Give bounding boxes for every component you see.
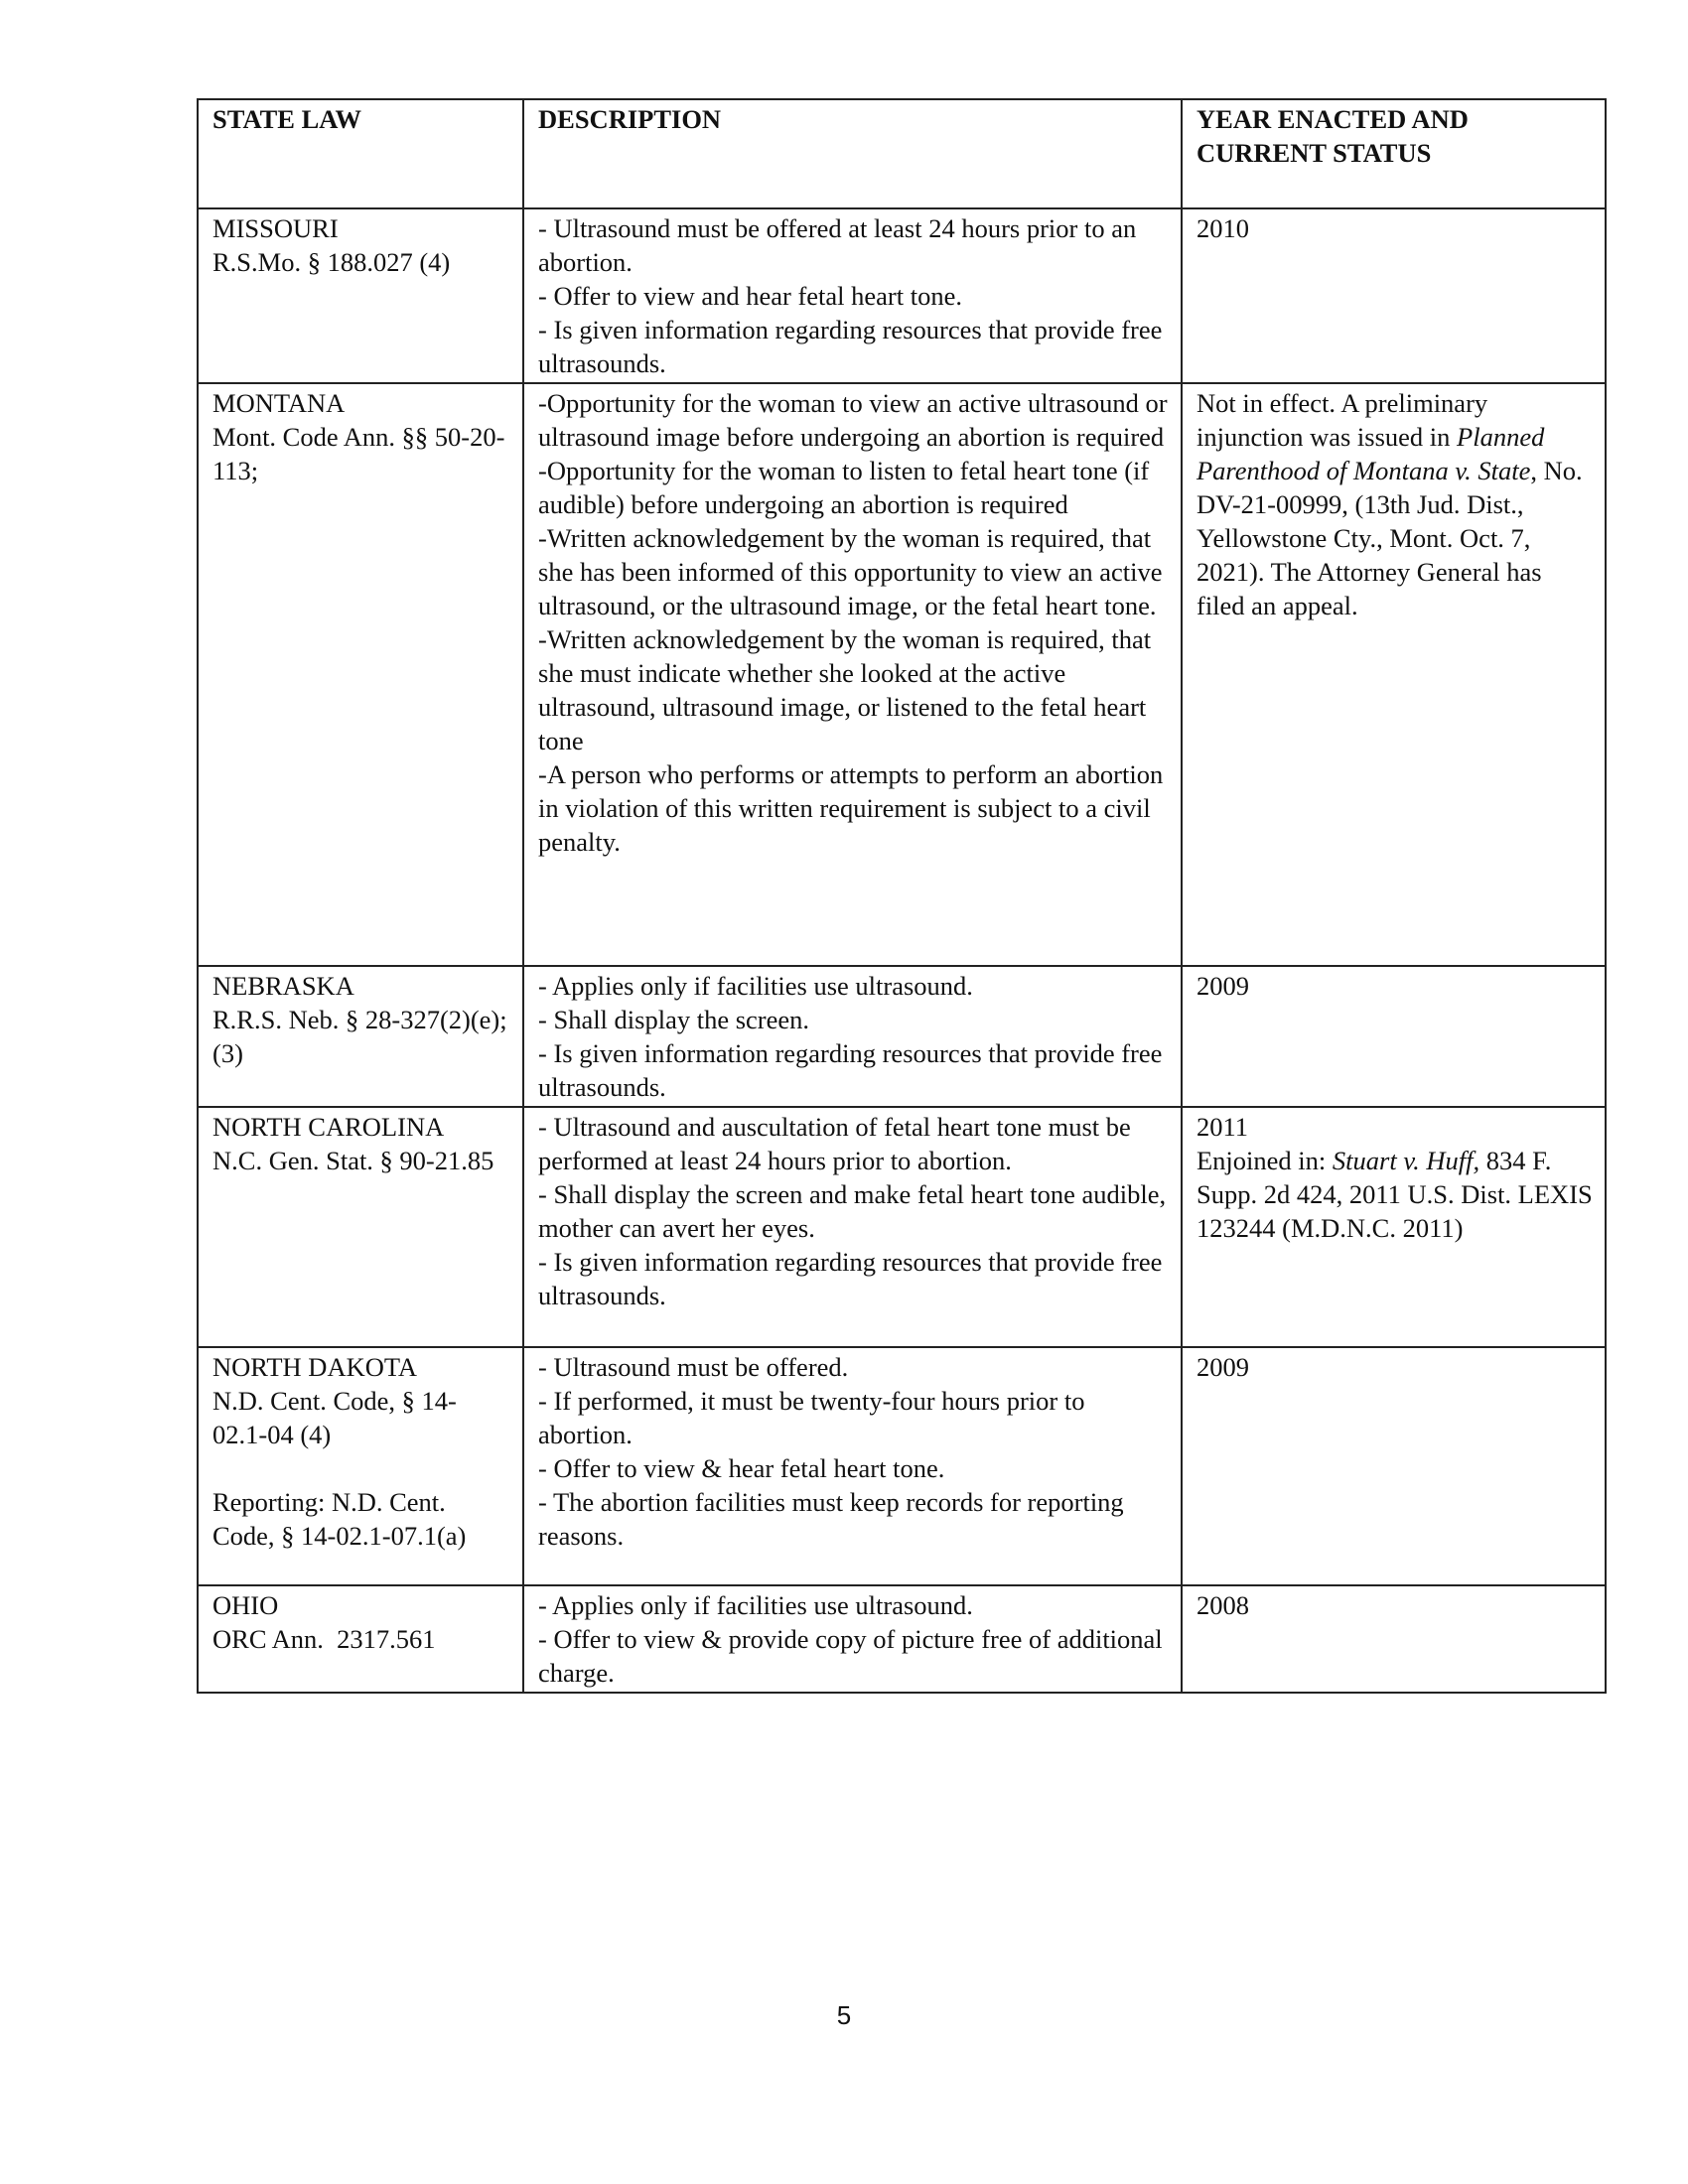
description-item: - Is given information regarding resources that provide free ultrasounds. bbox=[538, 1247, 1170, 1310]
description-item: - Applies only if facilities use ultrasound. bbox=[538, 971, 973, 1001]
state-law-table bbox=[197, 98, 1607, 1694]
page-number: 5 bbox=[836, 2000, 852, 2030]
citation: N.D. Cent. Code, § 14-02.1-04 (4) bbox=[212, 1386, 457, 1449]
status-cell bbox=[1182, 208, 1606, 383]
description-cell bbox=[523, 1347, 1182, 1585]
status-prefix: Not in effect. A preliminary injunction was issued in bbox=[1196, 388, 1488, 452]
table-row-nebraska bbox=[198, 966, 1606, 1107]
table-row-montana bbox=[198, 383, 1606, 966]
description-item: -A person who performs or attempts to perform an abortion in violation of this written requirement is subject to a civil penalty. bbox=[538, 759, 1170, 857]
description-item: - Ultrasound and auscultation of fetal heart tone must be performed at least 24 hours prior to abortion. bbox=[538, 1112, 1138, 1175]
status-year: 2008 bbox=[1196, 1590, 1249, 1620]
status-text bbox=[1196, 1146, 1593, 1243]
state-name: NEBRASKA bbox=[212, 971, 354, 1001]
description-cell bbox=[523, 1585, 1182, 1693]
header-description: DESCRIPTION bbox=[523, 99, 1182, 208]
citation: ORC Ann. 2317.561 bbox=[212, 1624, 436, 1654]
status-text bbox=[1196, 388, 1583, 620]
description-item: -Written acknowledgement by the woman is required, that she has been informed of this opportunity to view an active ultrasound, or the ultrasound image, or the fetal heart tone. bbox=[538, 523, 1170, 620]
description-cell bbox=[523, 966, 1182, 1107]
state-name: NORTH CAROLINA bbox=[212, 1112, 445, 1142]
state-cell bbox=[198, 208, 523, 383]
status-cell bbox=[1182, 383, 1606, 966]
state-cell bbox=[198, 966, 523, 1107]
description-item: -Written acknowledgement by the woman is required, that she must indicate whether she looked at the active ultrasound, ultrasound image, or listened to the fetal heart tone bbox=[538, 624, 1158, 755]
description-cell bbox=[523, 383, 1182, 966]
case-name: Stuart v. Huff, bbox=[1332, 1146, 1480, 1175]
state-name: MISSOURI bbox=[212, 213, 339, 243]
table-row-missouri bbox=[198, 208, 1606, 383]
description-item: - Ultrasound must be offered at least 24 hours prior to an abortion. bbox=[538, 213, 1143, 277]
status-year: 2009 bbox=[1196, 1352, 1249, 1382]
description-item: -Opportunity for the woman to view an active ultrasound or ultrasound image before undergoing an abortion is required bbox=[538, 388, 1175, 452]
status-cell bbox=[1182, 1585, 1606, 1693]
citation: R.S.Mo. § 188.027 (4) bbox=[212, 247, 451, 277]
description-item: -Opportunity for the woman to listen to fetal heart tone (if audible) before undergoing an abortion is required bbox=[538, 456, 1156, 519]
header-state-law: STATE LAW bbox=[198, 99, 523, 208]
status-suffix: , No. DV-21-00999, (13th Jud. Dist., Yellowstone Cty., Mont. Oct. 7, 2021). The Attorney General has filed an appeal. bbox=[1196, 456, 1583, 620]
description-item: - Offer to view & provide copy of picture free of additional charge. bbox=[538, 1624, 1170, 1688]
state-cell bbox=[198, 1347, 523, 1585]
description-item: - Offer to view & hear fetal heart tone. bbox=[538, 1453, 945, 1483]
description-item: - Is given information regarding resources that provide free ultrasounds. bbox=[538, 315, 1170, 378]
table-row-north-dakota bbox=[198, 1347, 1606, 1585]
header-year-status: YEAR ENACTED AND CURRENT STATUS bbox=[1182, 99, 1606, 208]
table-header-row bbox=[198, 99, 1606, 208]
description-item: - Shall display the screen. bbox=[538, 1005, 810, 1034]
description-cell bbox=[523, 208, 1182, 383]
description-item: - Offer to view and hear fetal heart tone. bbox=[538, 281, 962, 311]
state-name: MONTANA bbox=[212, 388, 346, 418]
status-year: 2011 bbox=[1196, 1112, 1249, 1142]
state-cell bbox=[198, 1107, 523, 1347]
description-item: - Applies only if facilities use ultrasound. bbox=[538, 1590, 973, 1620]
status-year: 2010 bbox=[1196, 213, 1249, 243]
status-cell bbox=[1182, 966, 1606, 1107]
citation: R.R.S. Neb. § 28-327(2)(e); (3) bbox=[212, 1005, 514, 1068]
table-row-north-carolina bbox=[198, 1107, 1606, 1347]
description-item: - Shall display the screen and make fetal heart tone audible, mother can avert her eyes. bbox=[538, 1179, 1173, 1243]
description-item: - The abortion facilities must keep records for reporting reasons. bbox=[538, 1487, 1131, 1551]
status-prefix: Enjoined in: bbox=[1196, 1146, 1333, 1175]
status-year: 2009 bbox=[1196, 971, 1249, 1001]
state-name: NORTH DAKOTA bbox=[212, 1352, 418, 1382]
case-name: Planned Parenthood of Montana v. State bbox=[1196, 422, 1545, 485]
status-cell bbox=[1182, 1107, 1606, 1347]
description-item: - Ultrasound must be offered. bbox=[538, 1352, 849, 1382]
state-name: OHIO bbox=[212, 1590, 279, 1620]
citation: Mont. Code Ann. §§ 50-20-113; bbox=[212, 422, 505, 485]
status-suffix: 834 F. Supp. 2d 424, 2011 U.S. Dist. LEXIS 123244 (M.D.N.C. 2011) bbox=[1196, 1146, 1593, 1243]
citation: N.C. Gen. Stat. § 90-21.85 bbox=[212, 1146, 494, 1175]
description-item: - Is given information regarding resources that provide free ultrasounds. bbox=[538, 1038, 1170, 1102]
state-cell bbox=[198, 383, 523, 966]
description-item: - If performed, it must be twenty-four hours prior to abortion. bbox=[538, 1386, 1092, 1449]
status-cell bbox=[1182, 1347, 1606, 1585]
table-row-ohio bbox=[198, 1585, 1606, 1693]
citation: Reporting: N.D. Cent. Code, § 14-02.1-07.1(a) bbox=[212, 1487, 467, 1551]
description-cell bbox=[523, 1107, 1182, 1347]
state-cell bbox=[198, 1585, 523, 1693]
spacer bbox=[212, 1451, 510, 1485]
